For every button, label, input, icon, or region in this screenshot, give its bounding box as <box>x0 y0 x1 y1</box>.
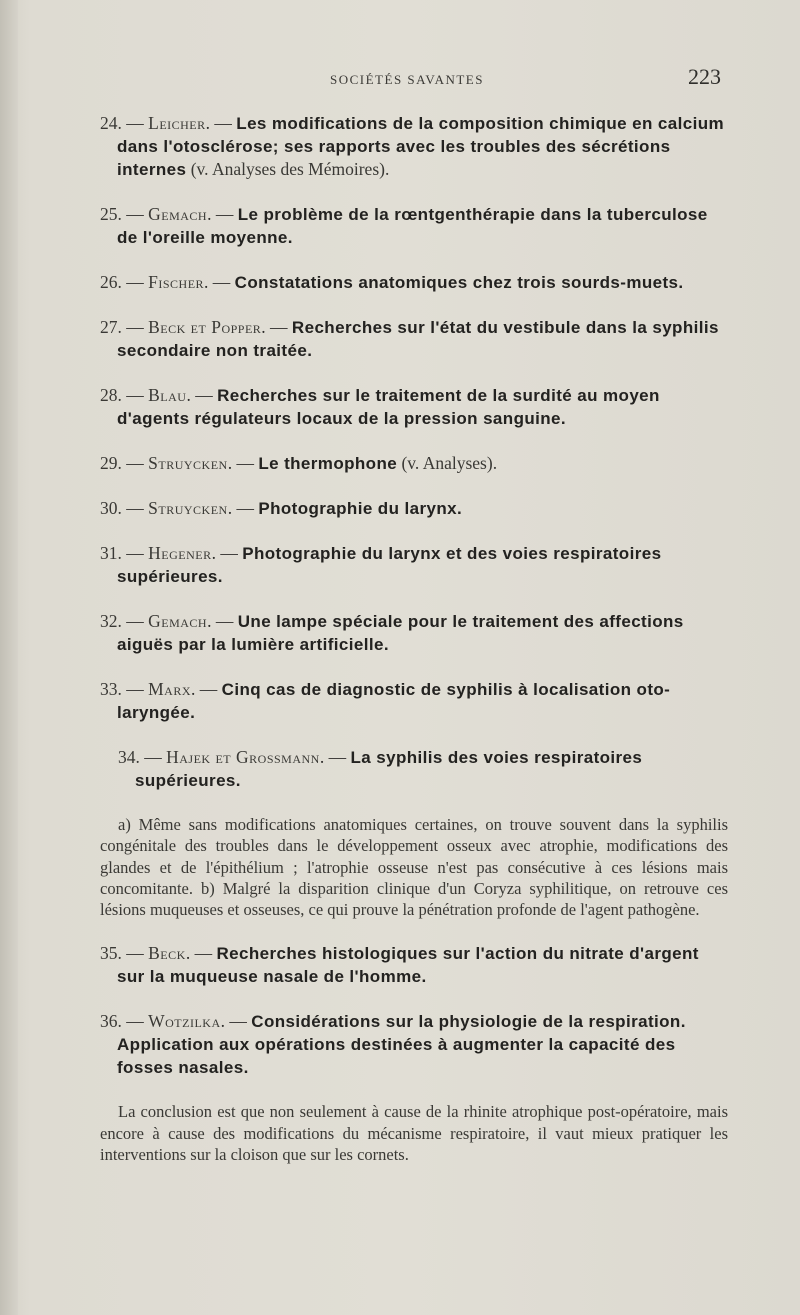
entry-title: Constatations anatomiques chez trois sourds-muets. <box>234 273 684 292</box>
entry-author: Fischer <box>148 272 205 292</box>
entry-32: 32. — Gemach. — Une lampe spéciale pour le traitement des affections aiguës par la lumière artificielle. <box>100 611 684 654</box>
entry-title: Le problème de la rœntgenthérapie dans la tuberculose de l'oreille moyenne. <box>117 205 708 247</box>
entry-author: Gemach <box>148 204 208 224</box>
entry-number: 24. <box>100 113 122 133</box>
entry-title: Photographie du larynx. <box>258 499 463 518</box>
page-number: 223 <box>688 64 721 89</box>
entry-author: Gemach <box>148 611 208 631</box>
entry-30: 30. — Struycken. — Photographie du larynx. <box>100 498 463 518</box>
entry-29: 29. — Struycken. — Le thermophone (v. Analyses). <box>100 453 498 473</box>
entry-note: (v. Analyses). <box>397 453 498 473</box>
entry-number: 28. <box>100 385 122 405</box>
entry-title: Photographie du larynx et des voies respiratoires supérieures. <box>117 544 662 586</box>
entry-author: Hajek et Grossmann <box>166 747 320 767</box>
entry-28: 28. — Blau. — Recherches sur le traitement de la surdité au moyen d'agents régulateurs locaux de la pression sanguine. <box>100 385 660 428</box>
entry-title: Recherches histologiques sur l'action du nitrate d'argent sur la muqueuse nasale de l'homme. <box>117 944 699 987</box>
entry-number: 29. <box>100 453 122 473</box>
entry-36: 36. — Wotzilka. — Considérations sur la physiologie de la respiration. Application aux opérations destinées à augmenter la capacité des fosses nasales. <box>100 1011 686 1078</box>
entry-number: 33. <box>100 679 122 699</box>
entry-number: 31. <box>100 543 122 563</box>
running-title: SOCIÉTÉS SAVANTES <box>330 72 484 87</box>
entry-number: 30. <box>100 498 122 518</box>
entry-number: 35. <box>100 943 122 964</box>
entry-36-summary: La conclusion est que non seulement à cause de la rhinite atrophique post-opératoire, mais encore à cause des modifications du mécanisme respiratoire, il vaut mieux pratiquer les interventions sur la cloison que sur les cornets. <box>100 1102 728 1165</box>
entry-number: 36. <box>100 1011 122 1032</box>
entry-title: Considérations sur la physiologie de la respiration. Application aux opérations destinées à augmenter la capacité des fosses nasales. <box>117 1012 686 1078</box>
entry-author: Struycken <box>148 453 228 473</box>
entry-title: Les modifications de la composition chimique en calcium dans l'otosclérose; ses rapports avec les troubles des sécrétions internes <box>117 114 724 179</box>
entry-34: 34. — Hajek et Grossmann. — La syphilis des voies respiratoires supérieures. <box>118 747 643 790</box>
entry-number: 26. <box>100 272 122 292</box>
entry-note: (v. Analyses des Mémoires). <box>186 159 390 179</box>
article-list <box>100 112 728 1187</box>
entry-author: Wotzilka <box>148 1011 221 1032</box>
entry-title: Le thermophone <box>258 454 398 473</box>
entry-title: Recherches sur le traitement de la surdité au moyen d'agents régulateurs locaux de la pression sanguine. <box>117 386 660 428</box>
entry-author: Struycken <box>148 498 228 518</box>
entry-34-summary: a) Même sans modifications anatomiques certaines, on trouve souvent dans la syphilis congénitale des troubles dans le développement osseux avec atrophie, modifications des glandes et de l'épithélium ; l'atrophie osseuse n'est pas consécutive à ces lésions mais concomitante. b) Malgré la disparition clinique d'un Coryza syphilitique, on retrouve ces lésions muqueuses et osseuses, ce qui prouve la pénétration profonde de l'agent pathogène. <box>100 815 728 920</box>
entry-author: Blau <box>148 385 187 405</box>
entry-24: 24. — Leicher. — Les modifications de la composition chimique en calcium dans l'otosclérose; ses rapports avec les troubles des sécrétions internes (v. Analyses des Mémoires). <box>100 113 724 179</box>
entry-author: Leicher <box>148 113 206 133</box>
entry-title: Cinq cas de diagnostic de syphilis à localisation oto-laryngée. <box>117 680 671 722</box>
entry-title: Une lampe spéciale pour le traitement des affections aiguës par la lumière artificielle. <box>117 612 684 654</box>
entry-title: La syphilis des voies respiratoires supérieures. <box>135 748 643 790</box>
entry-26: 26. — Fischer. — Constatations anatomiques chez trois sourds-muets. <box>100 272 684 292</box>
entry-title: Recherches sur l'état du vestibule dans la syphilis secondaire non traitée. <box>117 318 719 360</box>
entry-33: 33. — Marx. — Cinq cas de diagnostic de syphilis à localisation oto-laryngée. <box>100 679 671 722</box>
entry-author: Marx <box>148 679 192 699</box>
entry-author: Beck <box>148 943 186 964</box>
page-header <box>0 62 800 92</box>
entry-number: 25. <box>100 204 122 224</box>
entry-author: Beck et Popper <box>148 317 262 337</box>
entry-25: 25. — Gemach. — Le problème de la rœntgenthérapie dans la tuberculose de l'oreille moyenne. <box>100 204 708 247</box>
entry-number: 32. <box>100 611 122 631</box>
entry-27: 27. — Beck et Popper. — Recherches sur l'état du vestibule dans la syphilis secondaire non traitée. <box>100 317 719 360</box>
entry-31: 31. — Hegener. — Photographie du larynx et des voies respiratoires supérieures. <box>100 543 662 586</box>
page-binding-edge <box>0 0 18 1315</box>
entry-number: 34. <box>118 747 140 767</box>
entry-35: 35. — Beck. — Recherches histologiques sur l'action du nitrate d'argent sur la muqueuse nasale de l'homme. <box>100 943 699 987</box>
entry-number: 27. <box>100 317 122 337</box>
entry-author: Hegener <box>148 543 212 563</box>
